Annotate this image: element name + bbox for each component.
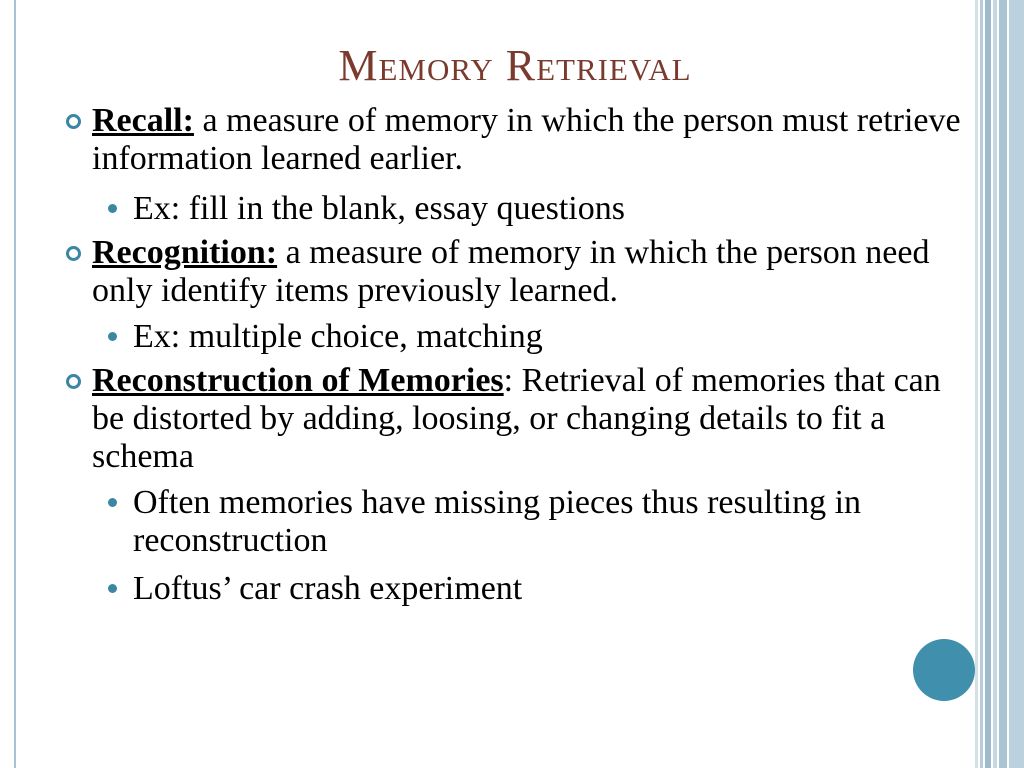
sub-bullet-text: Ex: multiple choice, matching — [133, 318, 543, 355]
sub-bullet — [62, 318, 962, 356]
ring-bullet-icon — [66, 114, 81, 129]
ring-bullet-icon — [66, 246, 81, 261]
slide-title: Memory Retrieval — [338, 41, 692, 90]
sub-bullet — [62, 570, 962, 608]
dot-bullet-icon — [108, 498, 117, 507]
sub-bullet-text: Ex: fill in the blank, essay questions — [133, 190, 625, 227]
slide-content — [62, 100, 962, 608]
dot-bullet-icon — [108, 584, 117, 593]
bullet-text: a measure of memory in which the person must retrieve information learned earlier. — [92, 102, 961, 177]
right-stripe — [993, 0, 997, 768]
left-rule — [14, 0, 16, 768]
right-stripe — [985, 0, 991, 768]
term-reconstruction: Reconstruction of Memories — [92, 362, 504, 399]
bullet-text: a measure of memory in which the person need only identify items previously learned. — [92, 234, 930, 309]
bullet-recall — [62, 102, 962, 178]
term-recognition: Recognition: — [92, 234, 278, 271]
sub-bullet — [62, 484, 962, 560]
sub-bullet-text: Often memories have missing pieces thus resulting in reconstruction — [133, 484, 862, 559]
sub-bullet — [62, 190, 962, 228]
sub-bullet-text: Loftus’ car crash experiment — [133, 570, 523, 607]
right-stripe — [980, 0, 983, 768]
ring-bullet-icon — [66, 374, 81, 389]
right-stripe — [999, 0, 1007, 768]
bullet-recognition — [62, 234, 962, 310]
right-stripe — [975, 0, 978, 768]
bullet-reconstruction — [62, 362, 962, 476]
decorative-circle — [913, 639, 975, 701]
dot-bullet-icon — [108, 332, 117, 341]
bullet-text: : Retrieval of memories that can be distorted by adding, loosing, or changing details to fit a schema — [92, 362, 941, 475]
term-recall: Recall: — [92, 102, 194, 139]
right-stripe — [1009, 0, 1024, 768]
dot-bullet-icon — [108, 204, 117, 213]
